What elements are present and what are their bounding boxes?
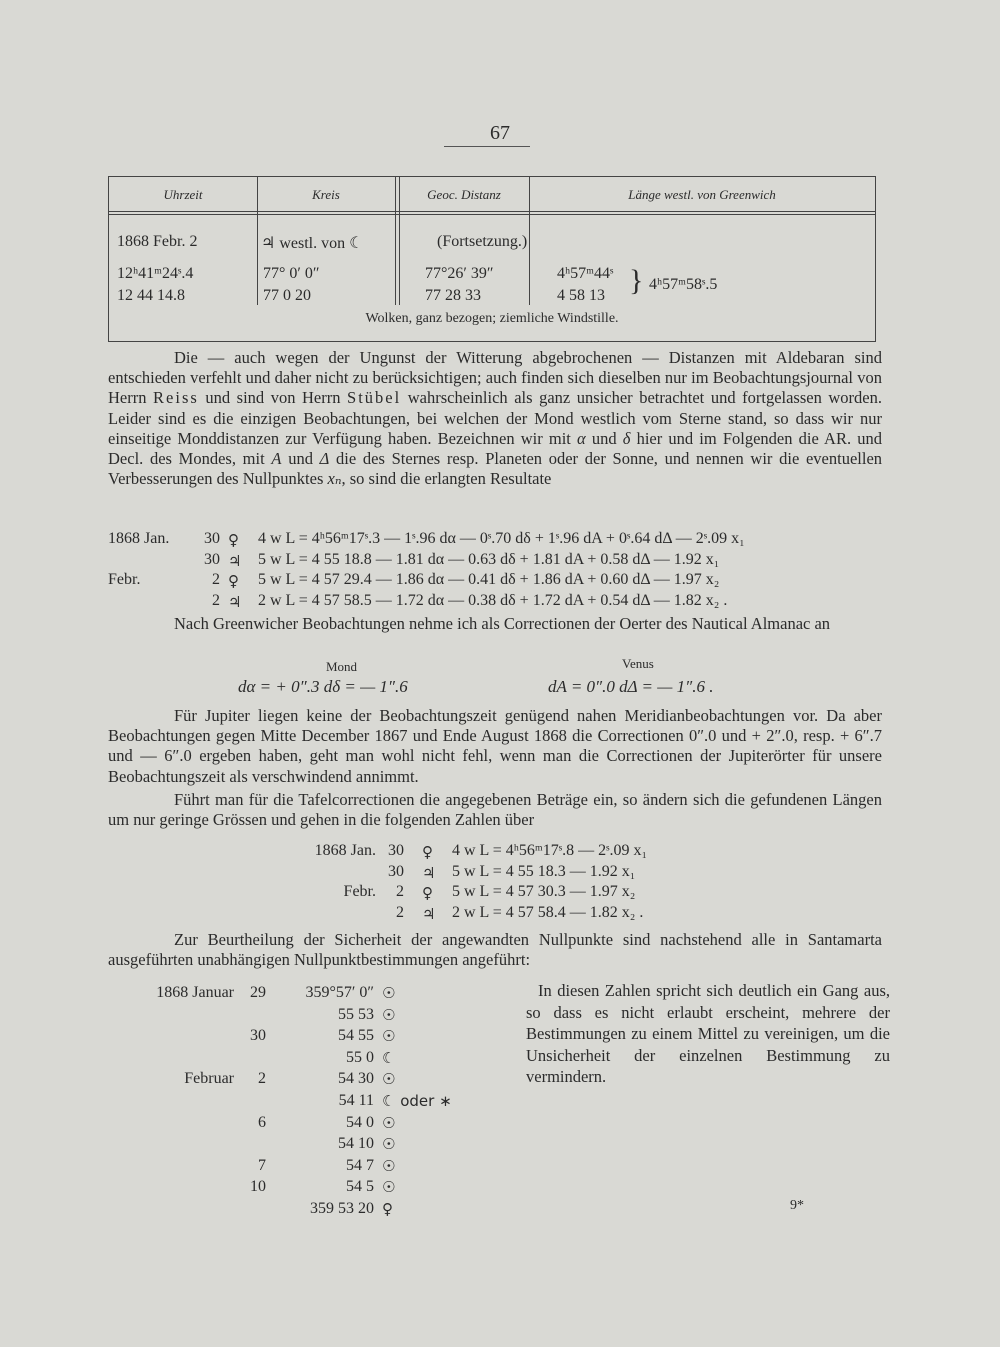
eq2-label: Febr. <box>343 883 376 900</box>
longitude-mean: 4ʰ57ᵐ58ˢ.5 <box>649 276 718 293</box>
zp-value: 54 5 <box>346 1178 374 1196</box>
mond-corrections: dα = + 0″.3 dδ = — 1″.6 <box>238 677 408 696</box>
observation-table <box>108 176 876 342</box>
p1-text: hier und im Folgenden die AR. und Decl. des Mondes, mit <box>108 428 882 469</box>
paragraph-5: Zur Beurtheilung der Sicherheit der angewandten Nullpunkte sind nachstehend alle in Santamarta ausgeführten unabhängigen Nullpunktbestimmungen angeführt: <box>108 930 882 970</box>
name-reiss: Reiss <box>153 388 199 408</box>
table-object: ♃ westl. von ☾ <box>261 235 364 252</box>
xn: xₙ <box>327 469 342 489</box>
p1-text: die des Sternes resp. Planeten oder der Sonne, und nennen wir die eventuellen Verbesserungen des Nullpunktes <box>108 449 883 489</box>
eq2-label: 1868 Jan. <box>314 842 376 859</box>
eq2-planet-icon: ♀ <box>422 884 433 902</box>
table-note: Wolken, ganz bezogen; ziemliche Windstille. <box>365 311 619 326</box>
p1-text: und <box>281 449 320 469</box>
eq2-planet-icon: ♃ <box>422 863 436 882</box>
row1-time: 12ʰ41ᵐ24ˢ.4 <box>117 265 194 282</box>
brace: } <box>629 264 644 297</box>
eq2-planet-icon: ♃ <box>422 904 436 923</box>
alpha: α <box>577 428 586 448</box>
row2-circle: 77 0 20 <box>263 287 311 304</box>
zp-value: 55 53 <box>338 1005 374 1023</box>
eq1-label: 1868 Jan. <box>108 530 170 547</box>
paragraph-4: Führt man für die Tafelcorrectionen die angegebenen Beträge ein, so ändern sich die gefundenen Längen um nur geringe Grössen und gehen in die folgenden Zahlen über <box>108 790 882 830</box>
mond-label: Mond <box>326 659 358 674</box>
eq2-day: 30 <box>388 862 404 880</box>
zp-symbol-icon: ☾ <box>382 1048 396 1067</box>
zp-symbol-icon: ☉ <box>382 984 396 1002</box>
eq2-day: 2 <box>396 903 404 921</box>
page-number: 67 <box>490 122 510 144</box>
zp-value: 54 11 <box>338 1092 374 1109</box>
zp-day: 7 <box>258 1156 266 1174</box>
header-distanz: Geoc. Distanz <box>427 187 501 202</box>
row1-circle: 77° 0′ 0″ <box>263 265 320 282</box>
venus-label: Venus <box>622 656 654 671</box>
eq2-day: 30 <box>388 842 404 859</box>
zp-symbol-icon: ☉ <box>382 1135 396 1154</box>
zp-symbol-icon: ☉ <box>382 1156 396 1175</box>
signature-mark: 9* <box>790 1198 804 1213</box>
row2-longitude: 4 58 13 <box>557 287 605 304</box>
header-rule <box>109 211 875 212</box>
paragraph-1 <box>108 348 882 489</box>
zp-value: 359°57′ 0″ <box>305 984 374 1001</box>
page-number-rule <box>444 146 530 147</box>
row1-longitude: 4ʰ57ᵐ44ˢ <box>557 265 614 282</box>
zp-value: 55 0 <box>346 1048 374 1066</box>
zp-value: 54 30 <box>338 1070 374 1088</box>
delta: δ <box>622 428 631 448</box>
eq2-day: 2 <box>396 883 404 900</box>
eq1-day: 2 <box>212 571 220 588</box>
eq2-expression: 2 w L = 4 57 58.4 — 1.82 x₂ . <box>452 903 644 921</box>
header-uhrzeit: Uhrzeit <box>163 187 203 202</box>
zp-value: 359 53 20 <box>310 1200 374 1217</box>
side-paragraph: In diesen Zahlen spricht sich deutlich ein Gang aus, so dass es nicht erlaubt erscheint, mehrere der Bestimmungen zu einem Mittel zu vereinigen, um die Unsicherheit der einzelnen Bestimmung zu vermindern. <box>526 981 890 1086</box>
header-kreis: Kreis <box>312 187 340 202</box>
zp-symbol-icon: ☉ <box>382 1005 396 1024</box>
eq2-expression: 4 w L = 4ʰ56ᵐ17ˢ.8 — 2ˢ.09 x₁ <box>452 842 648 859</box>
zp-month: Februar <box>184 1070 234 1088</box>
zp-symbol-icon: ☉ <box>382 1027 396 1046</box>
table-date: 1868 Febr. 2 <box>117 233 198 250</box>
eq1-day: 2 <box>212 591 220 609</box>
A: A <box>271 449 282 469</box>
col-divider <box>395 177 396 305</box>
eq1-expression: 5 w L = 4 57 29.4 — 1.86 dα — 0.41 dδ + 1.86 dA + 0.60 dΔ — 1.97 x₂ <box>258 571 720 588</box>
eq2-expression: 5 w L = 4 55 18.3 — 1.92 x₁ <box>452 862 636 880</box>
zp-symbol-icon: ☉ <box>382 1178 396 1197</box>
eq1-planet-icon: ♀ <box>228 572 239 590</box>
eq2-planet-icon: ♀ <box>422 843 433 861</box>
name-stuebel: Stübel <box>347 388 402 408</box>
row1-distance: 77°26′ 39″ <box>425 265 494 282</box>
zp-month: 1868 Januar <box>156 984 234 1001</box>
zp-value: 54 10 <box>338 1135 374 1153</box>
eq1-label: Febr. <box>108 571 141 588</box>
side-text <box>526 980 890 1088</box>
zp-symbol-icon: ☉ <box>382 1070 396 1089</box>
eq1-expression: 2 w L = 4 57 58.5 — 1.72 dα — 0.38 dδ + 1.72 dA + 0.54 dΔ — 1.82 x₂ . <box>258 591 728 609</box>
zp-value: 54 55 <box>338 1027 374 1045</box>
row2-distance: 77 28 33 <box>425 287 481 304</box>
zp-day: 2 <box>258 1070 266 1088</box>
Delta: Δ <box>319 449 330 469</box>
paragraph-2: Nach Greenwicher Beobachtungen nehme ich als Correctionen der Oerter des Nautical Almanac an <box>174 614 831 633</box>
eq1-planet-icon: ♀ <box>228 531 239 549</box>
zp-value: 54 0 <box>346 1113 374 1131</box>
paragraph-3: Für Jupiter liegen keine der Beobachtungszeit genügend nahen Meridianbeobachtungen vor. Da aber Beobachtungen gegen Mitte December 1867 und Ende August 1868 die Correctionen 0″.0 und + 2″.0, resp. + 6″.7 und — 6″.0 ergeben haben, geht man wohl nicht fehl, wenn man die Correctionen der Jupiterörter für unsere Beobachtungszeit als verschwindend annimmt. <box>108 706 882 786</box>
venus-corrections: dA = 0″.0 dΔ = — 1″.6 . <box>548 677 714 696</box>
header-rule <box>109 214 875 215</box>
p1-text: Die — auch wegen der Ungunst der Witterung abgebrochenen — Distanzen mit Aldebaran sind entschieden verfehlt und daher nicht zu berücksichtigen; auch finden sich dieselben nur im Beobachtungsjournal von Herrn <box>108 348 882 408</box>
zp-day: 30 <box>250 1027 266 1045</box>
eq1-planet-icon: ♃ <box>228 592 242 611</box>
eq1-day: 30 <box>204 530 220 547</box>
header-laenge: Länge westl. von Greenwich <box>628 187 776 202</box>
zp-symbol-icon: ♀ <box>382 1200 393 1218</box>
eq1-day: 30 <box>204 550 220 568</box>
p1-text: wahrscheinlich als ganz unsicher betrachtet und fortgelassen worden. Leider sind es die einzigen Beobachtungen, bei welchen der Mond westlich vom Sterne stand, so dass wir nur einseitige Monddistanzen zur Verfügung haben. Bezeichnen wir mit <box>108 388 883 448</box>
zp-symbol-icon: ☾ oder ∗ <box>382 1092 452 1110</box>
p1-text: und sind von Herrn <box>198 388 348 408</box>
p1-text: , so sind die erlangten Resultate <box>341 469 552 489</box>
zp-day: 10 <box>250 1178 266 1196</box>
eq1-expression: 5 w L = 4 55 18.8 — 1.81 dα — 0.63 dδ + 1.81 dA + 0.58 dΔ — 1.92 x₁ <box>258 550 720 568</box>
zp-day: 6 <box>258 1113 266 1131</box>
table-continuation: (Fortsetzung.) <box>437 233 528 250</box>
zp-symbol-icon: ☉ <box>382 1113 396 1132</box>
eq1-expression: 4 w L = 4ʰ56ᵐ17ˢ.3 — 1ˢ.96 dα — 0ˢ.70 dδ + 1ˢ.96 dA + 0ˢ.64 dΔ — 2ˢ.09 x₁ <box>258 530 745 547</box>
row2-time: 12 44 14.8 <box>117 287 185 304</box>
zp-day: 29 <box>250 984 266 1001</box>
p1-text: und <box>585 428 623 448</box>
zp-value: 54 7 <box>346 1156 374 1174</box>
eq1-planet-icon: ♃ <box>228 551 242 570</box>
eq2-expression: 5 w L = 4 57 30.3 — 1.97 x₂ <box>452 883 636 900</box>
